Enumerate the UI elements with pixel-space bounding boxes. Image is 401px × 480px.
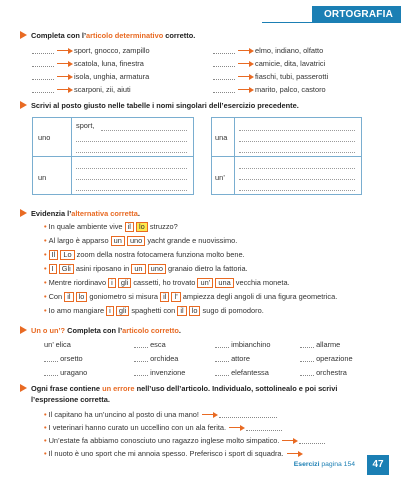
option-box[interactable]: l’ [171, 292, 180, 302]
ex5-sentence: • I veterinari hanno curato un uccellino con un ala ferita. [44, 423, 282, 432]
exercise-2-instruction: Scrivi al posto giusto nelle tabelle i nomi singolari dell’esercizio precedente. [20, 101, 299, 110]
option-box[interactable]: I [49, 264, 57, 274]
ex5-sentence: • Il capitano ha un’uncino al posto di una mano! [44, 410, 277, 419]
option-box[interactable]: i [106, 306, 114, 316]
section-title: ORTOGRAFIA [312, 6, 401, 23]
table-row-label: un [38, 173, 47, 182]
table-uno-un [32, 117, 194, 195]
option-box[interactable]: uno [148, 264, 166, 274]
table-row-label: un’ [215, 173, 225, 182]
ex3-sentence: • In quale ambiente vive il lo struzzo? [44, 222, 178, 231]
ex4-item: orchidea [134, 354, 178, 363]
option-box[interactable]: lo [189, 306, 201, 316]
option-box[interactable]: lo [76, 292, 88, 302]
option-box[interactable]: il [125, 222, 134, 232]
ex1-right-row: camicie, dita, lavatrici [213, 59, 325, 68]
exercise-5-instruction: Ogni frase contiene un errore nell’uso dell’articolo. Individualo, sottolinealo e poi scrivi [20, 384, 337, 393]
option-box[interactable]: gli [116, 306, 129, 316]
table-una-un-apostrophe [211, 117, 362, 195]
ex3-sentence: • Al largo è apparso un uno yacht grande e nuovissimo. [44, 236, 238, 245]
arrow-icon [20, 31, 27, 39]
ex4-item: esca [134, 340, 166, 349]
ex4-item: uragano [44, 368, 87, 377]
ex3-sentence: • Mentre riordinavo i gli cassetti, ho trovato un’ una vecchia moneta. [44, 278, 290, 287]
option-box[interactable]: il [64, 292, 73, 302]
option-box[interactable]: gli [118, 278, 131, 288]
ex1-left-row: sport, gnocco, zampillo [32, 46, 150, 55]
ex4-item: attore [215, 354, 250, 363]
ex1-right-row: fiaschi, tubi, passerotti [213, 72, 328, 81]
ex4-item: allarme [300, 340, 340, 349]
option-box[interactable]: un [111, 236, 125, 246]
option-box[interactable]: un [131, 264, 145, 274]
ex3-sentence: • I Gli asini riposano in un uno granaio dietro la fattoria. [44, 264, 248, 273]
option-box[interactable]: uno [127, 236, 145, 246]
ex4-item: un’ elica [44, 340, 71, 349]
exercise-3-instruction: Evidenzia l’alternativa corretta. [20, 209, 140, 218]
option-box[interactable]: Gli [59, 264, 74, 274]
arrow-icon [20, 101, 27, 109]
footer-reference: Esercizi pagina 154 [293, 461, 355, 468]
option-box[interactable]: i [108, 278, 116, 288]
ex4-item: invenzione [134, 368, 185, 377]
ex4-item: imbianchino [215, 340, 271, 349]
exercise-4-instruction: Un o un’? Completa con l’articolo corretto. [20, 326, 181, 335]
ex1-right-row: marito, palco, castoro [213, 85, 326, 94]
ex5-sentence: • Un’estate fa abbiamo conosciuto uno ragazzo inglese molto simpatico. [44, 436, 325, 445]
ex1-left-row: scarponi, zii, aiuti [32, 85, 131, 94]
option-box[interactable]: Il [49, 250, 59, 260]
page-number: 47 [367, 455, 389, 475]
ex1-left-row: isola, unghia, armatura [32, 72, 149, 81]
arrow-icon [20, 326, 27, 334]
table-row-label: uno [38, 133, 51, 142]
ex1-left-row: scatola, luna, finestra [32, 59, 144, 68]
ex4-item: orsetto [44, 354, 83, 363]
arrow-icon [20, 384, 27, 392]
ex4-item: elefantessa [215, 368, 269, 377]
ex1-right-row: elmo, indiano, olfatto [213, 46, 323, 55]
option-box[interactable]: Lo [60, 250, 74, 260]
exercise-5-instruction-cont: l’espressione corretta. [31, 395, 110, 404]
example-answer: sport, [76, 121, 95, 130]
option-box[interactable]: un’ [197, 278, 213, 288]
ex5-sentence: • Il nuoto è uno sport che mi annoia spesso. Preferisco i sport di squadra. [44, 449, 304, 458]
option-box[interactable]: il [160, 292, 169, 302]
ex4-item: operazione [300, 354, 353, 363]
ex3-sentence: • Il Lo zoom della nostra fotocamera funziona molto bene. [44, 250, 245, 259]
ex3-sentence: • Con il lo goniometro si misura il l’ ampiezza degli angoli di una figura geometrica. [44, 292, 338, 301]
option-box[interactable]: una [215, 278, 233, 288]
arrow-icon [20, 209, 27, 217]
ex3-sentence: • Io amo mangiare i gli spaghetti con il lo sugo di pomodoro. [44, 306, 264, 315]
example-answer: un’ [44, 340, 54, 349]
table-row-label: una [215, 133, 228, 142]
header-rule [262, 22, 401, 23]
ex4-item: orchestra [300, 368, 347, 377]
exercise-1-instruction: Completa con l’articolo determinativo corretto. [20, 31, 195, 40]
option-box-highlighted[interactable]: lo [136, 222, 148, 232]
option-box[interactable]: il [177, 306, 186, 316]
